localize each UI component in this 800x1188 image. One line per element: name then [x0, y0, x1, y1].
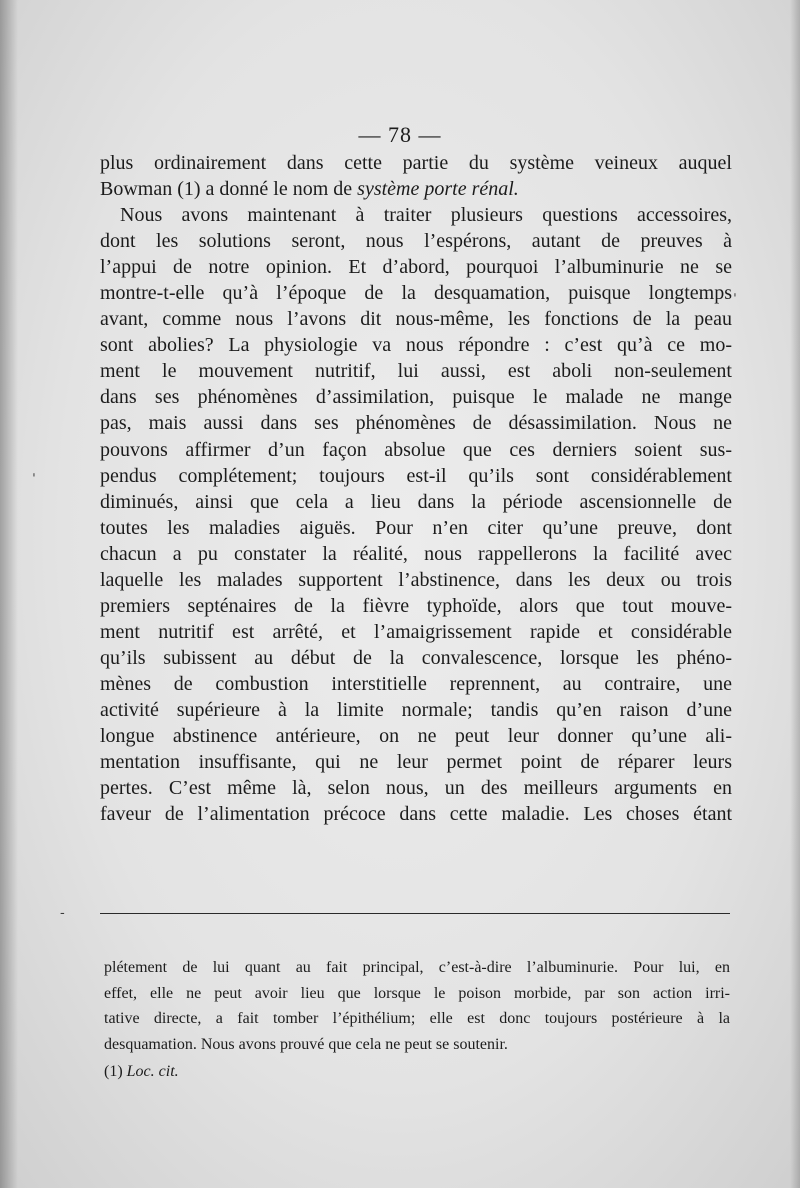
text-line: avant, comme nous l’avons dit nous-même, les fonctions de la peau [100, 308, 732, 331]
footnote-reference [104, 1059, 730, 1085]
text-line: diminués, ainsi que cela a lieu dans la période ascensionnelle de [100, 490, 732, 513]
text-line: ment le mouvement nutritif, lui aussi, est aboli non-seulement [100, 360, 732, 383]
main-text-block [100, 150, 732, 827]
text-line: pertes. C’est même là, selon nous, un des meilleurs arguments en [100, 777, 732, 800]
text-line: l’appui de notre opinion. Et d’abord, pourquoi l’albuminurie ne se [100, 256, 732, 279]
footnote-line: desquamation. Nous avons prouvé que cela ne peut se soutenir. [104, 1035, 508, 1053]
text-line: sont abolies? La physiologie va nous répondre : c’est qu’à ce mo- [100, 334, 732, 357]
text-line: dont les solutions seront, nous l’espérons, autant de preuves à [100, 230, 732, 253]
scan-speck: ˈ [733, 292, 737, 308]
text-line: mentation insuffisante, qui ne leur permet point de réparer leurs [100, 751, 732, 774]
footnote-line: tative directe, a fait tomber l’épithélium; elle est donc toujours postérieure à la [104, 1010, 730, 1027]
text-line: plus ordinairement dans cette partie du système veineux auquel [100, 152, 732, 174]
text-line: premiers septénaires de la fièvre typhoïde, alors que tout mouve- [100, 594, 732, 617]
footnote-citation: Loc. cit. [126, 1063, 179, 1080]
text-line: faveur de l’alimentation précoce dans cette maladie. Les choses étant [100, 803, 732, 826]
text-line: longue abstinence antérieure, on ne peut leur donner qu’une ali- [100, 725, 732, 748]
text-line: activité supérieure à la limite normale; tandis qu’en raison d’une [100, 698, 732, 721]
scan-speck: - [60, 905, 65, 921]
text-line-part: Nous avons maintenant à traiter plusieurs questions accessoires, [120, 204, 732, 227]
footnote-block [104, 955, 730, 1085]
page-number: — 78 — [358, 122, 442, 147]
footnote-number: (1) [104, 1063, 123, 1080]
text-line: mènes de combustion interstitielle reprennent, au contraire, une [100, 672, 732, 695]
text-line: qu’ils subissent au début de la convalescence, lorsque les phéno- [100, 646, 732, 669]
text-line-part: Bowman (1) a donné le nom de [100, 178, 358, 201]
footnote-separator-rule [100, 913, 730, 914]
text-line: ment nutritif est arrêté, et l’amaigrissement rapide et considérable [100, 620, 732, 643]
text-line: chacun a pu constater la réalité, nous rappellerons la facilité avec [100, 542, 732, 565]
italic-term: système porte rénal. [357, 178, 519, 201]
text-line: pendus complétement; toujours est-il qu’ils sont considérablement [100, 464, 732, 487]
footnote-line: plétement de lui quant au fait principal, c’est-à-dire l’albuminurie. Pour lui, en [104, 959, 730, 976]
text-line: montre-t-elle qu’à l’époque de la desquamation, puisque longtemps [100, 282, 732, 305]
scan-speck: ˈ [32, 472, 36, 488]
text-line: pouvons affirmer d’un façon absolue que ces derniers soient sus- [100, 438, 732, 461]
text-line: laquelle les malades supportent l’abstinence, dans les deux ou trois [100, 568, 732, 591]
page-edge-shadow-left [0, 0, 18, 1188]
page-edge-shadow-right [790, 0, 800, 1188]
footnote-line: effet, elle ne peut avoir lieu que lorsque le poison morbide, par son action irri- [104, 984, 730, 1002]
text-line: pas, mais aussi dans ses phénomènes de désassimilation. Nous ne [100, 412, 732, 435]
text-line: dans ses phénomènes d’assimilation, puisque le malade ne mange [100, 386, 732, 409]
text-line-with-italic [100, 176, 732, 202]
text-line: toutes les maladies aiguës. Pour n’en citer qu’une preuve, dont [100, 516, 732, 539]
paragraph-start-line [100, 202, 732, 228]
